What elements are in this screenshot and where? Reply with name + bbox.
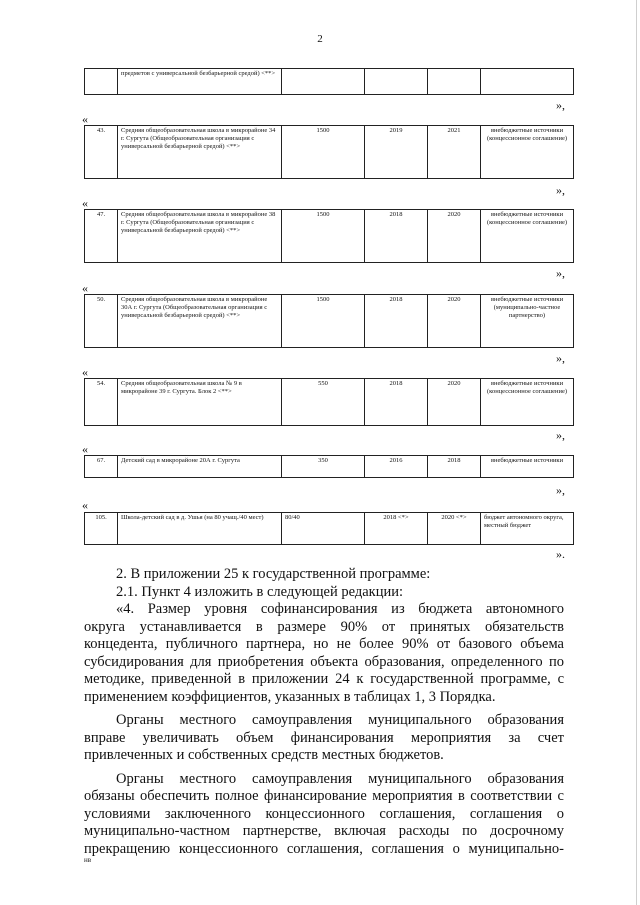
start-year: 2018 (365, 295, 428, 348)
paragraph-item: 2.1. Пункт 4 изложить в следующей редакции: (116, 583, 404, 600)
capacity: 1500 (282, 210, 365, 263)
text-line: «4. Размер уровня софинансирования из бюджета автономного (116, 601, 564, 617)
start-year: 2016 (365, 456, 428, 478)
end-year: 2020 <*> (428, 513, 481, 545)
funding-source: внебюджетные источники (481, 456, 574, 478)
end-year: 2020 (428, 210, 481, 263)
start-year: 2018 (365, 379, 428, 426)
object-name: Средняя общеобразовательная школа № 9 в микрорайоне 39 г. Сургута. Блок 2 <**> (118, 379, 282, 426)
table-row-105 (84, 512, 574, 545)
funding-source: внебюджетные источники (муниципально-частное партнерство) (481, 295, 574, 348)
paragraph-increase (84, 712, 564, 765)
close-quote: », (556, 266, 565, 280)
text-line: обязаны обеспечить полное финансирование мероприятия в соответствии с (84, 788, 564, 804)
table-row-54 (84, 378, 574, 426)
end-year: 2020 (428, 295, 481, 348)
page-number: 2 (317, 33, 323, 45)
open-quote: « (82, 365, 88, 379)
capacity: 80/40 (282, 513, 365, 545)
text-line: условиями заключенного концессионного соглашения, соглашения о (84, 805, 564, 822)
funding-source: внебюджетные источники (концессионное соглашение) (481, 126, 574, 179)
body-text (84, 566, 564, 858)
start-year: 2019 (365, 126, 428, 179)
start-year: 2018 (365, 210, 428, 263)
close-quote: », (556, 428, 565, 442)
text-line: Органы местного самоуправления муниципального образования (116, 712, 564, 728)
text-line: методике, приведенной в приложении 24 к государственной программе, с (84, 671, 564, 687)
text-line: применением коэффициентов, указанных в таблицах 1, 3 Порядка. (84, 688, 496, 705)
row-number: 54. (85, 379, 118, 426)
capacity: 1500 (282, 126, 365, 179)
table-row-43 (84, 125, 574, 179)
text-line: субсидирования для приобретения объекта образования, определенного по (84, 653, 564, 670)
object-name: Средняя общеобразовательная школа в микрорайоне 30А г. Сургута (Общеобразовательная организация с универсальной безбарьерной средой) <**> (118, 295, 282, 348)
funding-source: внебюджетные источники (концессионное соглашение) (481, 210, 574, 263)
object-name: Средняя общеобразовательная школа в микрорайоне 38 г. Сургута (Общеобразовательная организация с универсальной безбарьерной средой) <**> (118, 210, 282, 263)
text-line: муниципально-частном партнерстве, включая расходы по досрочному (84, 823, 564, 839)
end-year: 2020 (428, 379, 481, 426)
text-line: концедента, публичного партнера, но не более 90% от базового объема (84, 636, 564, 652)
object-name: Детский сад в микрорайоне 20А г. Сургута (118, 456, 282, 478)
table-row (85, 379, 574, 426)
row-number: 67. (85, 456, 118, 478)
table-row (85, 69, 574, 95)
object-name: предметов с универсальной безбарьерной средой) <**> (118, 69, 282, 95)
end-year: 2021 (428, 126, 481, 179)
open-quote: « (82, 281, 88, 295)
open-quote: « (82, 196, 88, 210)
text-line: прекращению концессионного соглашения, соглашения о муниципально- (84, 840, 564, 857)
page-edge (636, 0, 637, 905)
open-quote: « (82, 498, 88, 512)
table-row (85, 210, 574, 263)
start-year: 2018 <*> (365, 513, 428, 545)
close-quote: », (556, 183, 565, 197)
table-row (85, 513, 574, 545)
close-quote: », (556, 98, 565, 112)
text-line: привлеченных и собственных средств местных бюджетов. (84, 747, 444, 763)
close-quote: », (556, 483, 565, 497)
row-number: 105. (85, 513, 118, 545)
footer-mark: нв (84, 856, 92, 864)
paragraph-obligations (84, 771, 564, 859)
open-quote: « (82, 112, 88, 126)
table-continuation (84, 68, 574, 95)
text-line: Органы местного самоуправления муниципального образования (116, 770, 564, 787)
capacity: 550 (282, 379, 365, 426)
table-row-47 (84, 209, 574, 263)
table-row-67 (84, 455, 574, 478)
table-row (85, 126, 574, 179)
funding-source: бюджет автономного округа, местный бюджет (481, 513, 574, 545)
close-quote: », (556, 351, 565, 365)
table-row (85, 295, 574, 348)
capacity: 350 (282, 456, 365, 478)
end-year: 2018 (428, 456, 481, 478)
row-number: 50. (85, 295, 118, 348)
text-line: округа устанавливается в размере 90% от принятых обязательств (84, 618, 564, 635)
object-name: Средняя общеобразовательная школа в микрорайоне 34 г. Сургута (Общеобразовательная организация с универсальной безбарьерной средой) <**> (118, 126, 282, 179)
table-row (85, 456, 574, 478)
capacity: 1500 (282, 295, 365, 348)
text-line: вправе увеличивать объем финансирования мероприятия за счет (84, 729, 564, 746)
open-quote: « (82, 442, 88, 456)
close-quote: ». (556, 547, 565, 561)
funding-source: внебюджетные источники (концессионное соглашение) (481, 379, 574, 426)
paragraph-appendix: 2. В приложении 25 к государственной программе: (116, 566, 431, 582)
paragraph-cofinancing (84, 601, 564, 706)
table-row-50 (84, 294, 574, 348)
row-number: 43. (85, 126, 118, 179)
row-number: 47. (85, 210, 118, 263)
object-name: Школа-детский сад в д. Ушья (на 80 учащ./40 мест) (118, 513, 282, 545)
